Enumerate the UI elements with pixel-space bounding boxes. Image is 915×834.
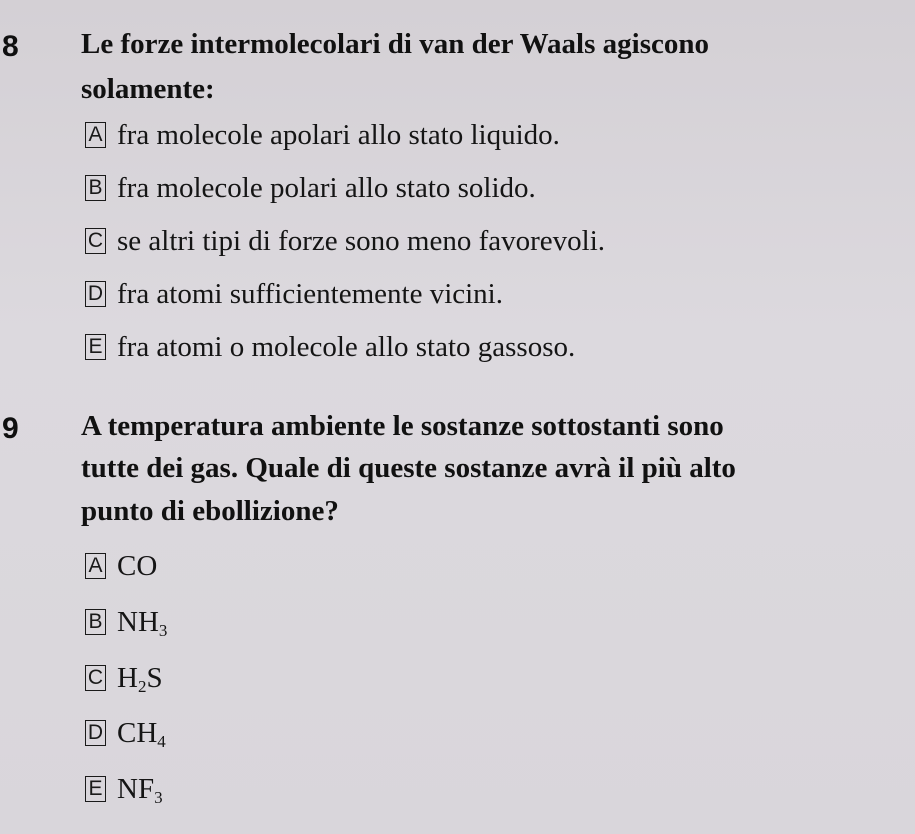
- question-8-option-e[interactable]: [85, 330, 575, 364]
- option-formula: [117, 772, 163, 806]
- option-formula: [117, 549, 157, 583]
- option-letter-box: C: [85, 228, 106, 254]
- option-text: fra molecole polari allo stato solido.: [117, 172, 536, 204]
- formula-base: CO: [117, 550, 158, 582]
- option-letter-box: B: [85, 609, 106, 635]
- formula-subscript: 4: [157, 732, 166, 751]
- question-8-option-c[interactable]: [85, 224, 605, 258]
- option-letter-box: B: [85, 175, 106, 201]
- question-9-option-a[interactable]: [85, 549, 157, 583]
- option-letter-box: D: [85, 281, 106, 307]
- option-letter-box: C: [85, 665, 106, 691]
- question-8-option-d[interactable]: [85, 277, 503, 311]
- option-letter-box: E: [85, 776, 106, 802]
- question-9-option-c[interactable]: [85, 661, 163, 695]
- question-9-option-b[interactable]: [85, 605, 167, 639]
- formula-subscript: 3: [158, 621, 168, 640]
- question-9-text-line-1: A temperatura ambiente le sostanze sottostanti sono: [81, 410, 724, 442]
- question-9-number: 9: [2, 412, 19, 445]
- formula-subscript: 3: [154, 788, 163, 807]
- option-formula: [117, 716, 166, 750]
- formula-tail: S: [146, 662, 163, 694]
- formula-base: CH: [117, 717, 158, 749]
- option-formula: [117, 661, 163, 695]
- option-text: fra molecole apolari allo stato liquido.: [117, 119, 560, 151]
- question-9-option-d[interactable]: [85, 716, 166, 750]
- question-9-option-e[interactable]: [85, 772, 163, 806]
- option-text: se altri tipi di forze sono meno favorevoli.: [117, 225, 606, 257]
- option-letter-box: A: [85, 122, 106, 148]
- option-letter-box: A: [85, 553, 106, 579]
- question-8-option-b[interactable]: [85, 171, 536, 205]
- question-8-option-a[interactable]: [85, 118, 560, 152]
- formula-base: NH: [117, 606, 159, 638]
- question-8-number: 8: [2, 30, 19, 63]
- formula-base: H: [117, 662, 138, 694]
- question-9-text-line-2: tutte dei gas. Quale di queste sostanze avrà il più alto: [81, 452, 736, 484]
- question-8-text-line-1: Le forze intermolecolari di van der Waals agiscono: [81, 28, 709, 60]
- formula-base: NF: [117, 773, 155, 805]
- option-letter-box: E: [85, 334, 106, 360]
- question-9-text-line-3: punto di ebollizione?: [81, 495, 339, 527]
- option-letter-box: D: [85, 720, 106, 746]
- option-text: fra atomi sufficientemente vicini.: [117, 278, 503, 310]
- option-text: fra atomi o molecole allo stato gassoso.: [117, 331, 576, 363]
- option-formula: [117, 605, 167, 639]
- formula-subscript: 2: [137, 677, 147, 696]
- question-8-text-line-2: solamente:: [81, 73, 215, 105]
